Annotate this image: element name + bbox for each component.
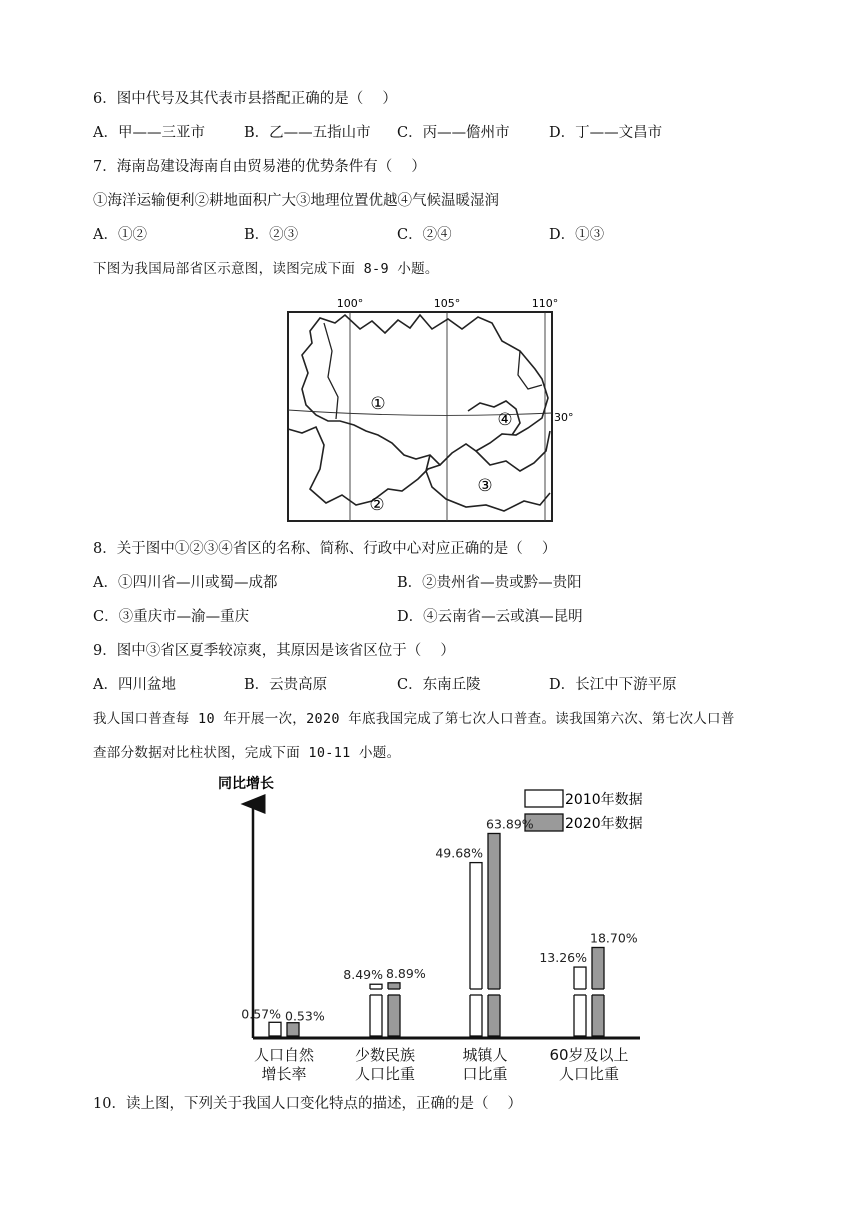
data-label-2020-4: 18.70% — [590, 930, 638, 946]
data-label-2010-3: 49.68% — [435, 845, 483, 861]
data-label-2020-3: 63.89% — [486, 816, 534, 832]
q9-stem: 9．图中③省区夏季较凉爽，其原因是该省区位于（ ） — [93, 643, 455, 659]
q6-option-a: A．甲——三亚市 — [93, 125, 205, 141]
legend-swatch-2010 — [525, 790, 563, 807]
bar-2010-3 — [470, 863, 482, 1036]
axis-break-gap — [591, 989, 605, 995]
q7-statements: ①海洋运输便利②耕地面积广大③地理位置优越④气候温暖湿润 — [93, 193, 499, 209]
q8-option-b: B．②贵州省—贵或黔—贵阳 — [397, 575, 582, 591]
category-label-2-line-1: 少数民族 — [354, 1046, 416, 1064]
q7-option-c: C．②④ — [397, 227, 452, 243]
q8-option-d: D．④云南省—云或滇—昆明 — [397, 609, 583, 625]
lat-label-30: 30° — [554, 411, 574, 424]
region-label-1: ① — [370, 394, 386, 414]
axis-break-gap — [469, 989, 483, 995]
data-label-2020-1: 0.53% — [285, 1008, 325, 1024]
q6-option-c: C．丙——儋州市 — [397, 125, 510, 141]
census-intro-line1: 我人国口普查每 10 年开展一次，2020 年底我国完成了第七次人口普查。读我国第六次、第七次人口普 — [93, 711, 735, 727]
lon-label-110: 110° — [531, 297, 559, 310]
q6-option-d: D．丁——文昌市 — [549, 125, 663, 141]
data-label-2010-4: 13.26% — [539, 950, 587, 966]
q9-option-c: C．东南丘陵 — [397, 677, 481, 693]
axis-break-gap — [387, 989, 401, 995]
axis-break-gap — [369, 989, 383, 995]
map-intro: 下图为我国局部省区示意图，读图完成下面 8-9 小题。 — [93, 261, 439, 277]
y-axis-label: 同比增长 — [218, 776, 274, 792]
legend-label-2020: 2020年数据 — [565, 816, 643, 832]
category-label-3-line-2: 口比重 — [462, 1065, 508, 1083]
lon-label-100: 100° — [336, 297, 364, 310]
q10-stem: 10．读上图，下列关于我国人口变化特点的描述，正确的是（ ） — [93, 1096, 523, 1112]
bar-2020-3 — [488, 833, 500, 1036]
legend-label-2010: 2010年数据 — [565, 792, 643, 808]
region-label-3: ③ — [477, 476, 493, 496]
data-label-2020-2: 8.89% — [386, 965, 426, 981]
axis-break-gap — [487, 989, 501, 995]
bar-2020-1 — [287, 1023, 299, 1036]
region-label-2: ② — [369, 495, 385, 515]
category-label-4-line-2: 人口比重 — [558, 1065, 620, 1083]
data-label-2010-2: 8.49% — [343, 967, 383, 983]
q6-stem: 6．图中代号及其代表市县搭配正确的是（ ） — [93, 91, 397, 107]
q7-option-d: D．①③ — [549, 227, 605, 243]
census-bar-chart — [210, 770, 650, 1090]
q6-option-b: B．乙——五指山市 — [244, 125, 371, 141]
census-intro-line2: 查部分数据对比柱状图，完成下面 10-11 小题。 — [93, 745, 401, 761]
bar-2010-4 — [574, 967, 586, 1036]
category-label-2-line-2: 人口比重 — [354, 1065, 416, 1083]
q7-option-a: A．①② — [93, 227, 147, 243]
q8-stem: 8．关于图中①②③④省区的名称、简称、行政中心对应正确的是（ ） — [93, 541, 557, 557]
q7-option-b: B．②③ — [244, 227, 299, 243]
category-label-4-line-1: 60岁及以上 — [549, 1046, 629, 1064]
category-label-1-line-1: 人口自然 — [253, 1046, 315, 1064]
q9-option-d: D．长江中下游平原 — [549, 677, 677, 693]
q8-option-c: C．③重庆市—渝—重庆 — [93, 609, 250, 625]
category-label-3-line-1: 城镇人 — [462, 1046, 508, 1064]
q9-option-a: A．四川盆地 — [93, 677, 176, 693]
category-label-1-line-2: 增长率 — [261, 1065, 307, 1083]
bar-2010-1 — [269, 1022, 281, 1036]
axis-break-gap — [573, 989, 587, 995]
q9-option-b: B．云贵高原 — [244, 677, 328, 693]
q8-option-a: A．①四川省—川或蜀—成都 — [93, 575, 278, 591]
lon-label-105: 105° — [433, 297, 461, 310]
province-map — [280, 293, 580, 525]
region-label-4: ④ — [497, 410, 513, 430]
q7-stem: 7．海南岛建设海南自由贸易港的优势条件有（ ） — [93, 159, 426, 175]
data-label-2010-1: 0.57% — [241, 1006, 281, 1022]
